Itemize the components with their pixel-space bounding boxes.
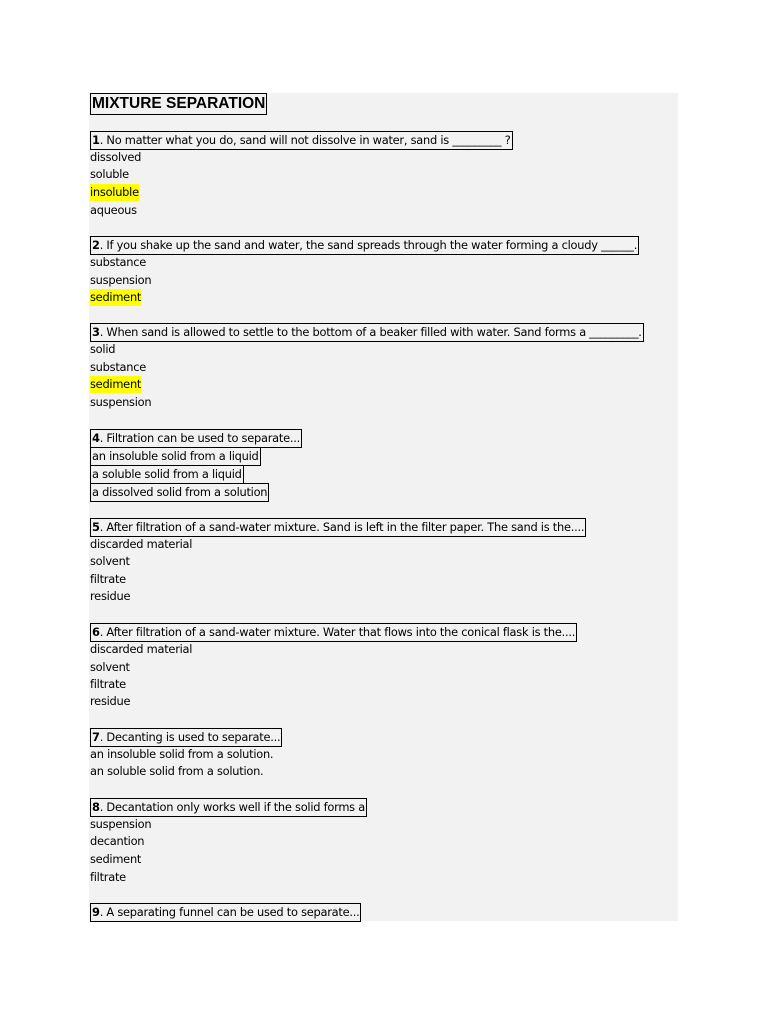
question-9 [90, 903, 361, 922]
option-boxed: a soluble solid from a liquid [90, 465, 244, 484]
option-highlighted: sediment [90, 377, 142, 391]
option: an soluble solid from a solution. [90, 764, 264, 778]
question-number: 8 [92, 800, 100, 814]
option-highlighted: sediment [90, 290, 142, 304]
option: discarded material [90, 642, 193, 656]
question-text: . When sand is allowed to settle to the bottom of a beaker filled with water. Sand forms a _________. [99, 325, 642, 339]
question-text: . Decantation only works well if the solid forms a [99, 800, 365, 814]
option: solvent [90, 554, 130, 568]
option: dissolved [90, 150, 142, 164]
option: discarded material [90, 537, 193, 551]
question-number: 1 [92, 133, 100, 147]
page-title: MIXTURE SEPARATION [90, 93, 267, 115]
option: suspension [90, 395, 152, 409]
question-4 [90, 429, 302, 448]
option: solid [90, 342, 116, 356]
question-text: . After filtration of a sand-water mixture. Sand is left in the filter paper. The sand is the.... [99, 520, 585, 534]
option-boxed: an insoluble solid from a liquid [90, 447, 261, 466]
question-text: . Decanting is used to separate... [99, 730, 281, 744]
question-number: 9 [92, 905, 100, 919]
question-6 [90, 623, 577, 642]
question-number: 5 [92, 520, 100, 534]
option-boxed: a dissolved solid from a solution [90, 483, 269, 502]
worksheet-page [89, 93, 678, 921]
question-1 [90, 131, 513, 150]
option: filtrate [90, 572, 126, 586]
option: solvent [90, 660, 130, 674]
option: substance [90, 255, 147, 269]
option: suspension [90, 817, 152, 831]
option: an insoluble solid from a solution. [90, 747, 274, 761]
option: aqueous [90, 203, 137, 217]
question-number: 4 [92, 431, 100, 445]
option: decantion [90, 834, 145, 848]
option: suspension [90, 273, 152, 287]
option: filtrate [90, 870, 126, 884]
option-highlighted: insoluble [90, 185, 139, 199]
option: filtrate [90, 677, 126, 691]
question-5 [90, 518, 586, 537]
option: residue [90, 589, 131, 603]
option: residue [90, 694, 131, 708]
question-7 [90, 728, 282, 747]
question-text: . If you shake up the sand and water, the sand spreads through the water forming a cloudy ______. [99, 238, 638, 252]
question-3 [90, 323, 644, 342]
question-text: . No matter what you do, sand will not dissolve in water, sand is _________ ? [99, 133, 511, 147]
question-text: . After filtration of a sand-water mixture. Water that flows into the conical flask is the.... [99, 625, 576, 639]
question-number: 3 [92, 325, 100, 339]
question-2 [90, 236, 639, 255]
question-number: 2 [92, 238, 100, 252]
option: soluble [90, 167, 129, 181]
question-number: 6 [92, 625, 100, 639]
option: sediment [90, 852, 142, 866]
question-text: . Filtration can be used to separate... [99, 431, 300, 445]
question-number: 7 [92, 730, 100, 744]
question-8 [90, 798, 367, 817]
question-text: . A separating funnel can be used to separate... [99, 905, 360, 919]
option: substance [90, 360, 147, 374]
